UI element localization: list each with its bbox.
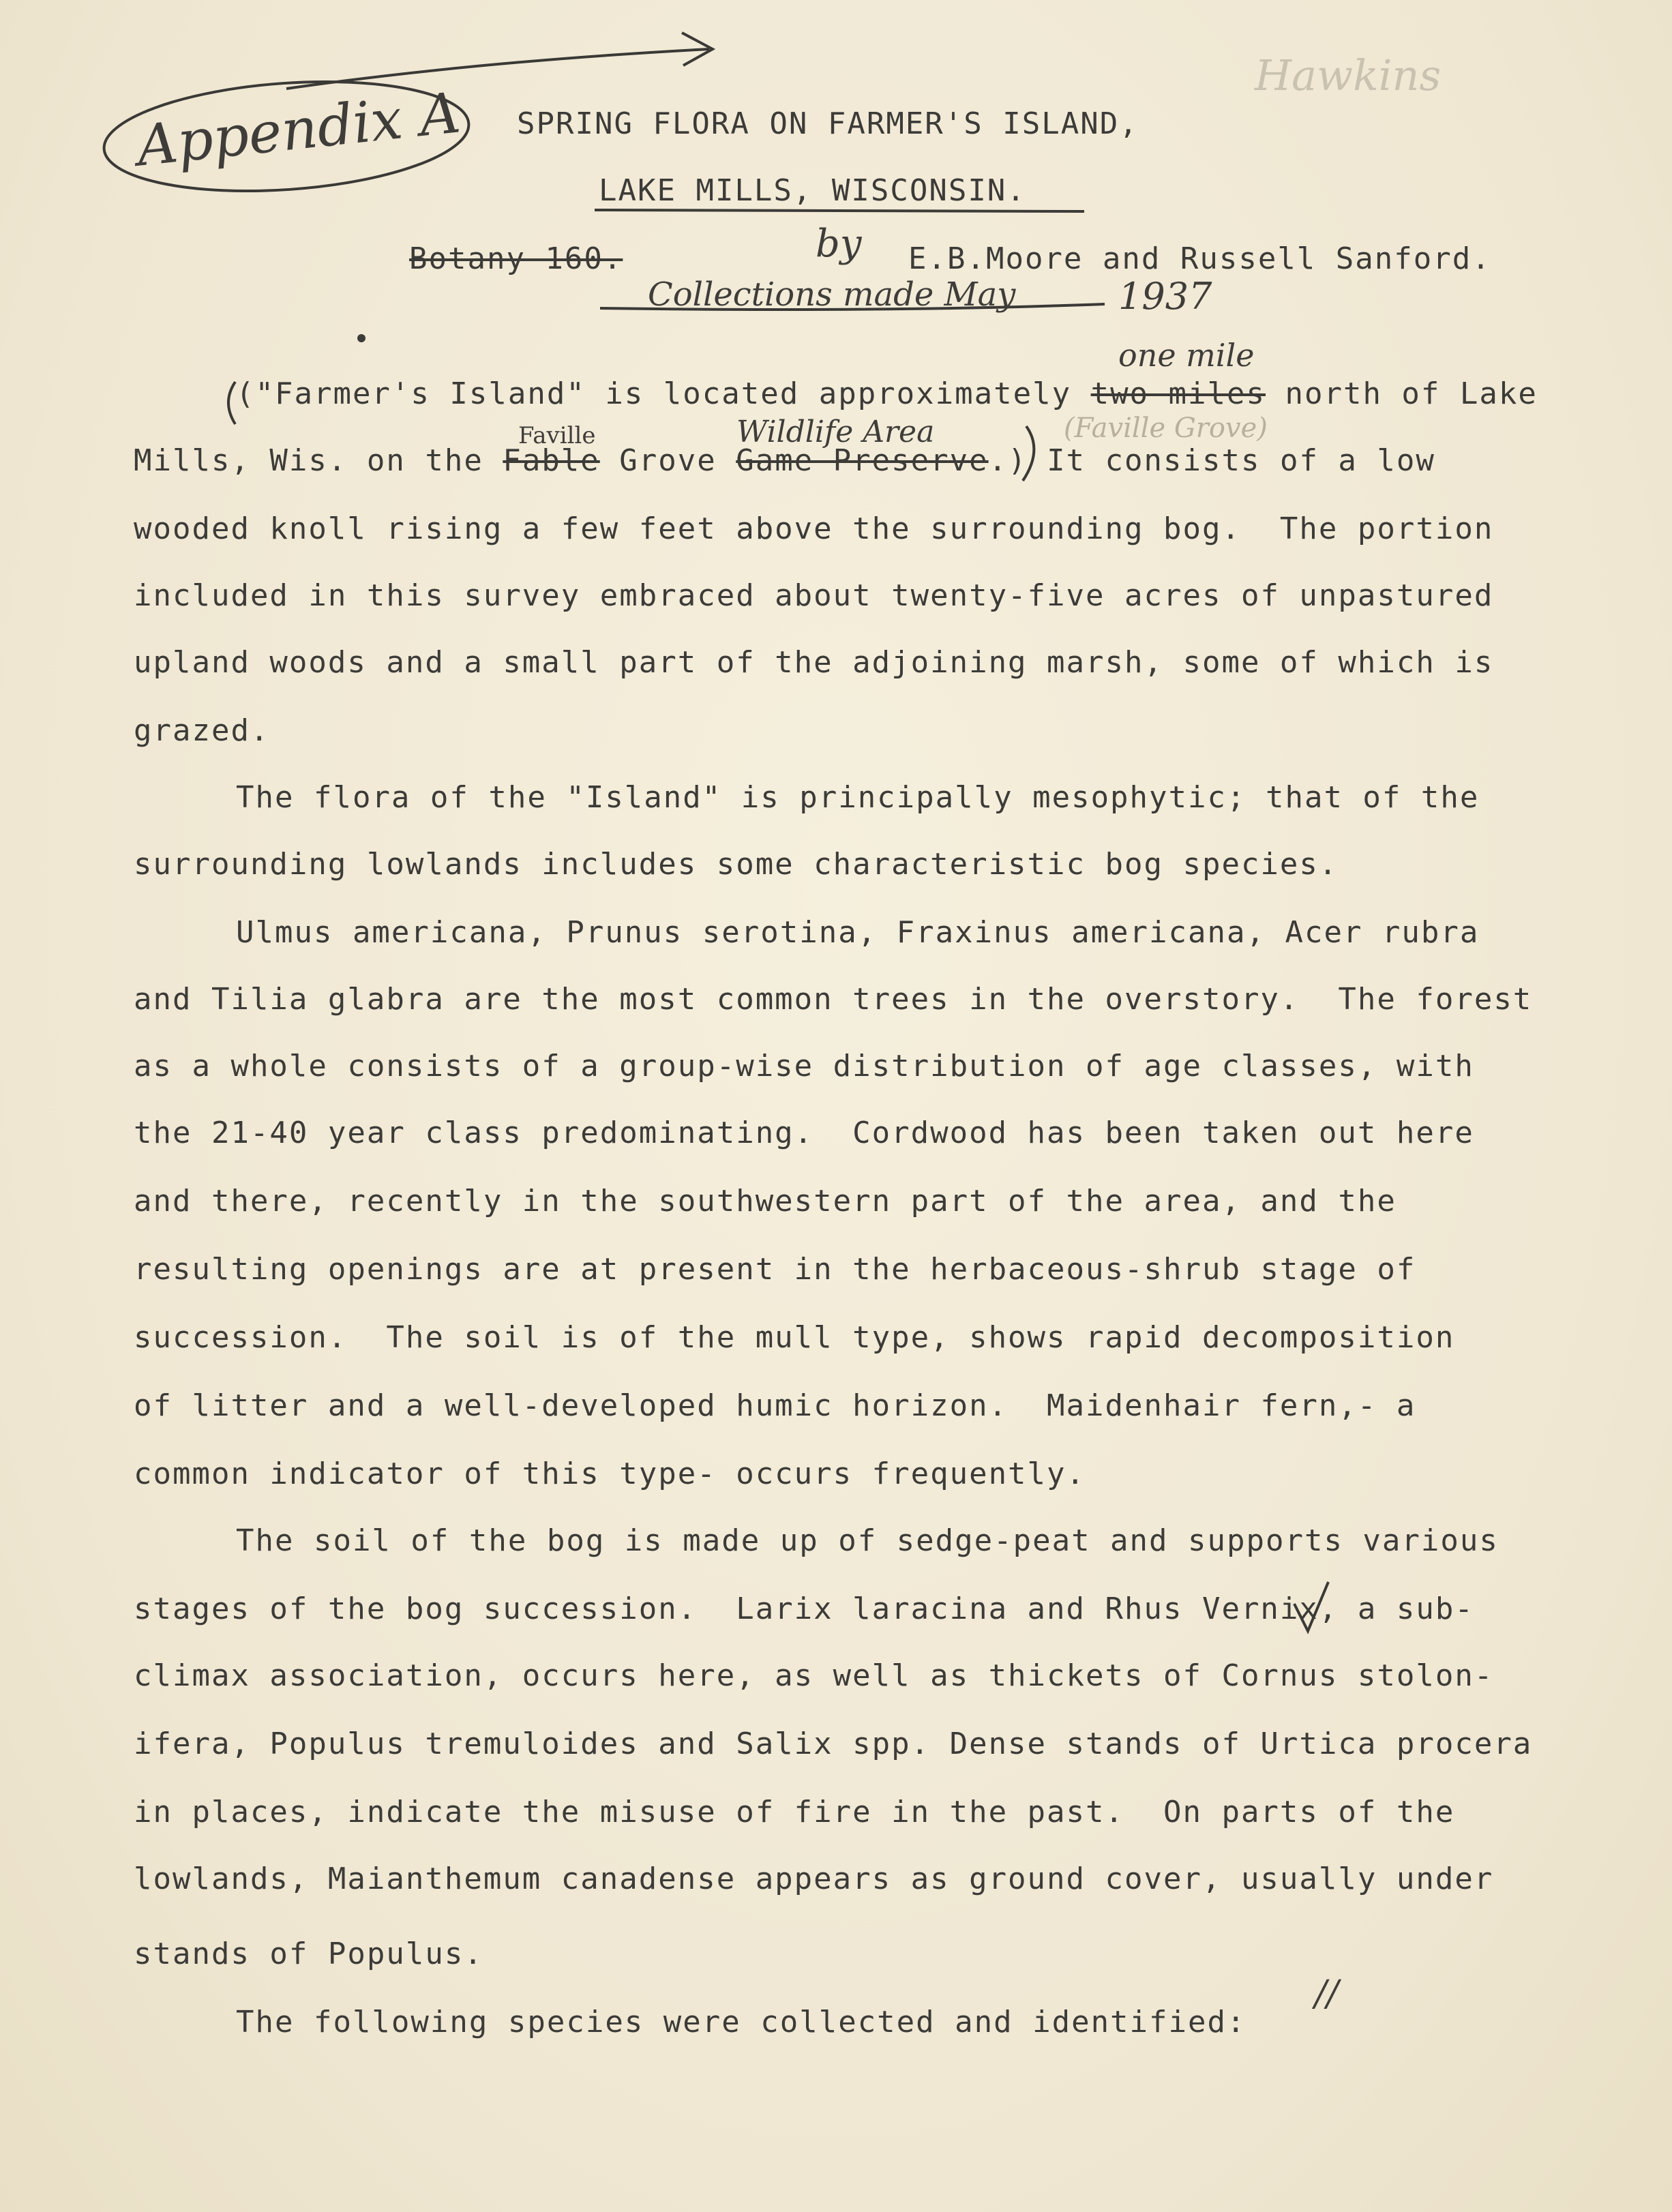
para1-line3: wooded knoll rising a few feet above the surrounding bog. The portion — [134, 511, 1494, 546]
para3-line9: common indicator of this type- occurs frequently. — [134, 1456, 1086, 1491]
stray-dot — [357, 334, 365, 342]
collection-note: Collections made May — [648, 275, 1016, 314]
para3-line3: as a whole consists of a group-wise distribution of age classes, with — [134, 1049, 1474, 1083]
para1-line2: Mills, Wis. on the Fable Grove Game Preserve.) It consists of a low — [134, 443, 1435, 478]
para3-line1: Ulmus americana, Prunus serotina, Fraxinus americana, Acer rubra — [236, 915, 1480, 950]
authors: E.B.Moore and Russell Sanford. — [908, 241, 1491, 276]
para4-line6: lowlands, Maianthemum canadense appears as ground cover, usually under — [134, 1862, 1494, 1896]
para1-line6: grazed. — [134, 713, 270, 748]
year-note: 1937 — [1118, 275, 1212, 318]
faville-note: Faville — [518, 422, 596, 449]
para3-line2: and Tilia glabra are the most common trees in the overstory. The forest — [134, 982, 1533, 1017]
by-note: by — [816, 222, 862, 266]
para3-line8: of litter and a well-developed humic horizon. Maidenhair fern,- a — [134, 1388, 1416, 1423]
title-line1: SPRING FLORA ON FARMER'S ISLAND, — [517, 106, 1139, 141]
para1-line5: upland woods and a small part of the adjoining marsh, some of which is — [134, 645, 1494, 680]
para3-line7: succession. The soil is of the mull type, shows rapid decomposition — [134, 1320, 1455, 1355]
para5-line1: The following species were collected and identified: — [236, 2005, 1246, 2039]
paren-mark — [228, 382, 235, 424]
para4-line5: in places, indicate the misuse of fire in the past. On parts of the — [134, 1795, 1455, 1829]
para4-line2: stages of the bog succession. Larix laracina and Rhus Vernix, a sub- — [134, 1591, 1474, 1626]
para4-line4: ifera, Populus tremuloides and Salix spp. Dense stands of Urtica procera — [134, 1727, 1533, 1761]
appendix-note: Appendix A — [134, 80, 464, 179]
wildlife-area-note: Wildlife Area — [736, 415, 935, 449]
para3-line6: resulting openings are at present in the herbaceous-shrub stage of — [134, 1252, 1416, 1287]
para2-line2: surrounding lowlands includes some characteristic bog species. — [134, 847, 1339, 882]
para4-line3: climax association, occurs here, as well as thickets of Cornus stolon- — [134, 1658, 1494, 1693]
course-struck: Botany 160. — [409, 241, 623, 276]
para2-line1: The flora of the "Island" is principally mesophytic; that of the — [236, 780, 1480, 815]
margin-scribble: (Faville Grove) — [1064, 413, 1268, 444]
para3-line5: and there, recently in the southwestern part of the area, and the — [134, 1184, 1397, 1219]
title-line2: LAKE MILLS, WISCONSIN. — [599, 173, 1026, 208]
para4-line7: stands of Populus. — [134, 1937, 483, 1971]
para1-line1: ("Farmer's Island" is located approximately two miles north of Lake — [236, 376, 1538, 411]
para3-line4: the 21-40 year class predominating. Cordwood has been taken out here — [134, 1116, 1474, 1150]
title-underline — [595, 210, 1084, 211]
para4-line1: The soil of the bog is made up of sedge-peat and supports various — [236, 1523, 1499, 1558]
one-mile-note: one mile — [1118, 337, 1255, 374]
para1-line4: included in this survey embraced about twenty-five acres of unpastured — [134, 578, 1494, 613]
end-mark: // — [1315, 1973, 1339, 2014]
corner-note: Hawkins — [1255, 50, 1442, 100]
